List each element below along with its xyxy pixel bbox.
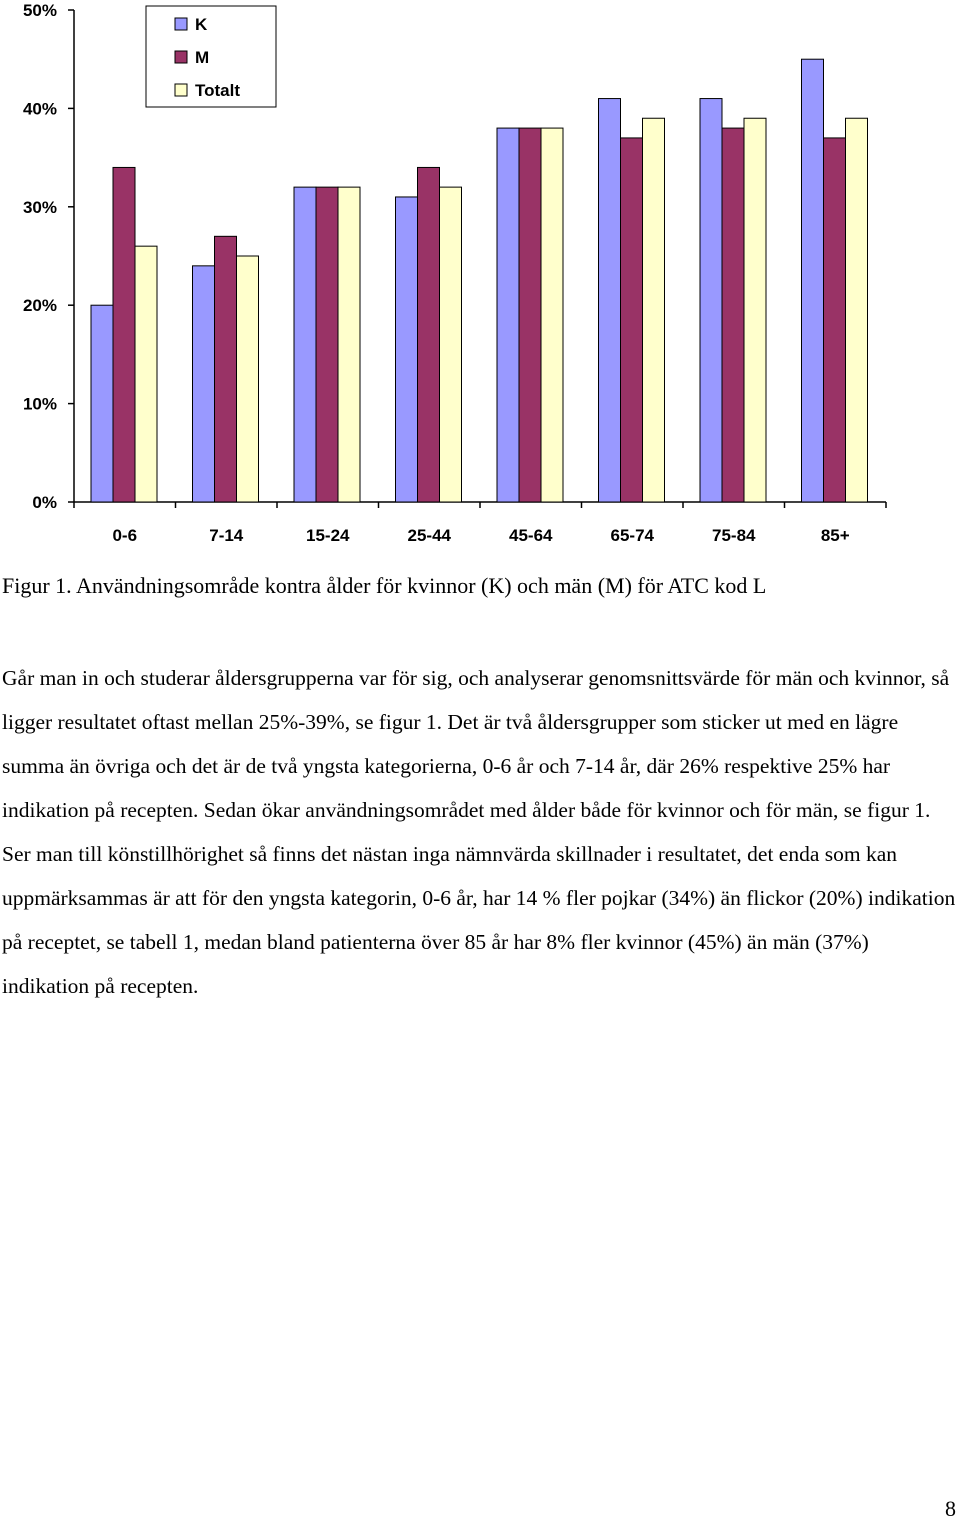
legend-label-totalt: Totalt <box>195 81 241 100</box>
bar-totalt-15-24 <box>338 187 360 502</box>
page-number: 8 <box>945 1496 956 1521</box>
bar-totalt-85+ <box>846 118 868 502</box>
figure-caption: Figur 1. Användningsområde kontra ålder för kvinnor (K) och män (M) för ATC kod L <box>2 573 767 598</box>
bar-k-25-44 <box>396 197 418 502</box>
bar-totalt-25-44 <box>440 187 462 502</box>
bar-m-85+ <box>824 138 846 502</box>
x-tick-label: 75-84 <box>712 526 756 545</box>
legend-swatch-m <box>175 51 187 63</box>
x-tick-label: 7-14 <box>209 526 244 545</box>
x-tick-label: 25-44 <box>407 526 451 545</box>
bar-chart <box>0 0 960 560</box>
bar-totalt-75-84 <box>744 118 766 502</box>
bar-m-45-64 <box>519 128 541 502</box>
bar-k-65-74 <box>599 99 621 502</box>
paragraph: Går man in och studerar åldersgrupperna var för sig, och analyserar genomsnittsvärde för män och kvinnor, så ligger resultatet oftast mellan 25%-39%, se figur 1. Det är två åldersgrupper som sticker ut med en lägre summa än övriga och det är de två yngsta kategorierna, 0-6 år och 7-14 år, där 26% respektive 25% har indikation på recepten. Sedan ökar användningsområdet med ålder både för kvinnor och för män, se figur 1. <box>2 666 950 822</box>
bar-m-75-84 <box>722 128 744 502</box>
legend-swatch-totalt <box>175 84 187 96</box>
bar-totalt-0-6 <box>135 246 157 502</box>
bar-m-15-24 <box>316 187 338 502</box>
bar-m-0-6 <box>113 167 135 502</box>
bar-k-0-6 <box>91 305 113 502</box>
bar-k-85+ <box>802 59 824 502</box>
x-tick-label: 65-74 <box>610 526 654 545</box>
bar-m-7-14 <box>215 236 237 502</box>
bar-k-7-14 <box>193 266 215 502</box>
bar-totalt-7-14 <box>237 256 259 502</box>
bar-totalt-65-74 <box>643 118 665 502</box>
x-tick-label: 45-64 <box>509 526 553 545</box>
bar-k-45-64 <box>497 128 519 502</box>
bar-k-15-24 <box>294 187 316 502</box>
body-text <box>2 656 958 1008</box>
y-tick-label: 50% <box>22 1 57 20</box>
paragraph: Ser man till könstillhörighet så finns det nästan inga nämnvärda skillnader i resultatet, det enda som kan uppmärksammas är att för den yngsta kategorin, 0-6 år, har 14 % fler pojkar (34%) än flickor (20%) indikation på receptet, se tabell 1, medan bland patienterna över 85 år har 8% fler kvinnor (45%) än män (37%) indikation på recepten. <box>2 842 956 998</box>
x-tick-label: 15-24 <box>306 526 350 545</box>
y-tick-label: 40% <box>22 99 57 119</box>
y-tick-label: 0% <box>32 493 57 512</box>
legend-label-k: K <box>195 15 208 34</box>
x-tick-label: 85+ <box>820 526 850 545</box>
legend-label-m: M <box>195 48 210 67</box>
bar-m-65-74 <box>621 138 643 502</box>
bar-m-25-44 <box>418 167 440 502</box>
y-tick-label: 20% <box>22 296 57 316</box>
y-tick-label: 10% <box>22 394 57 414</box>
x-tick-label: 0-6 <box>112 526 138 545</box>
legend-swatch-k <box>175 18 187 30</box>
y-tick-label: 30% <box>22 197 57 217</box>
bar-k-75-84 <box>700 99 722 502</box>
bar-totalt-45-64 <box>541 128 563 502</box>
